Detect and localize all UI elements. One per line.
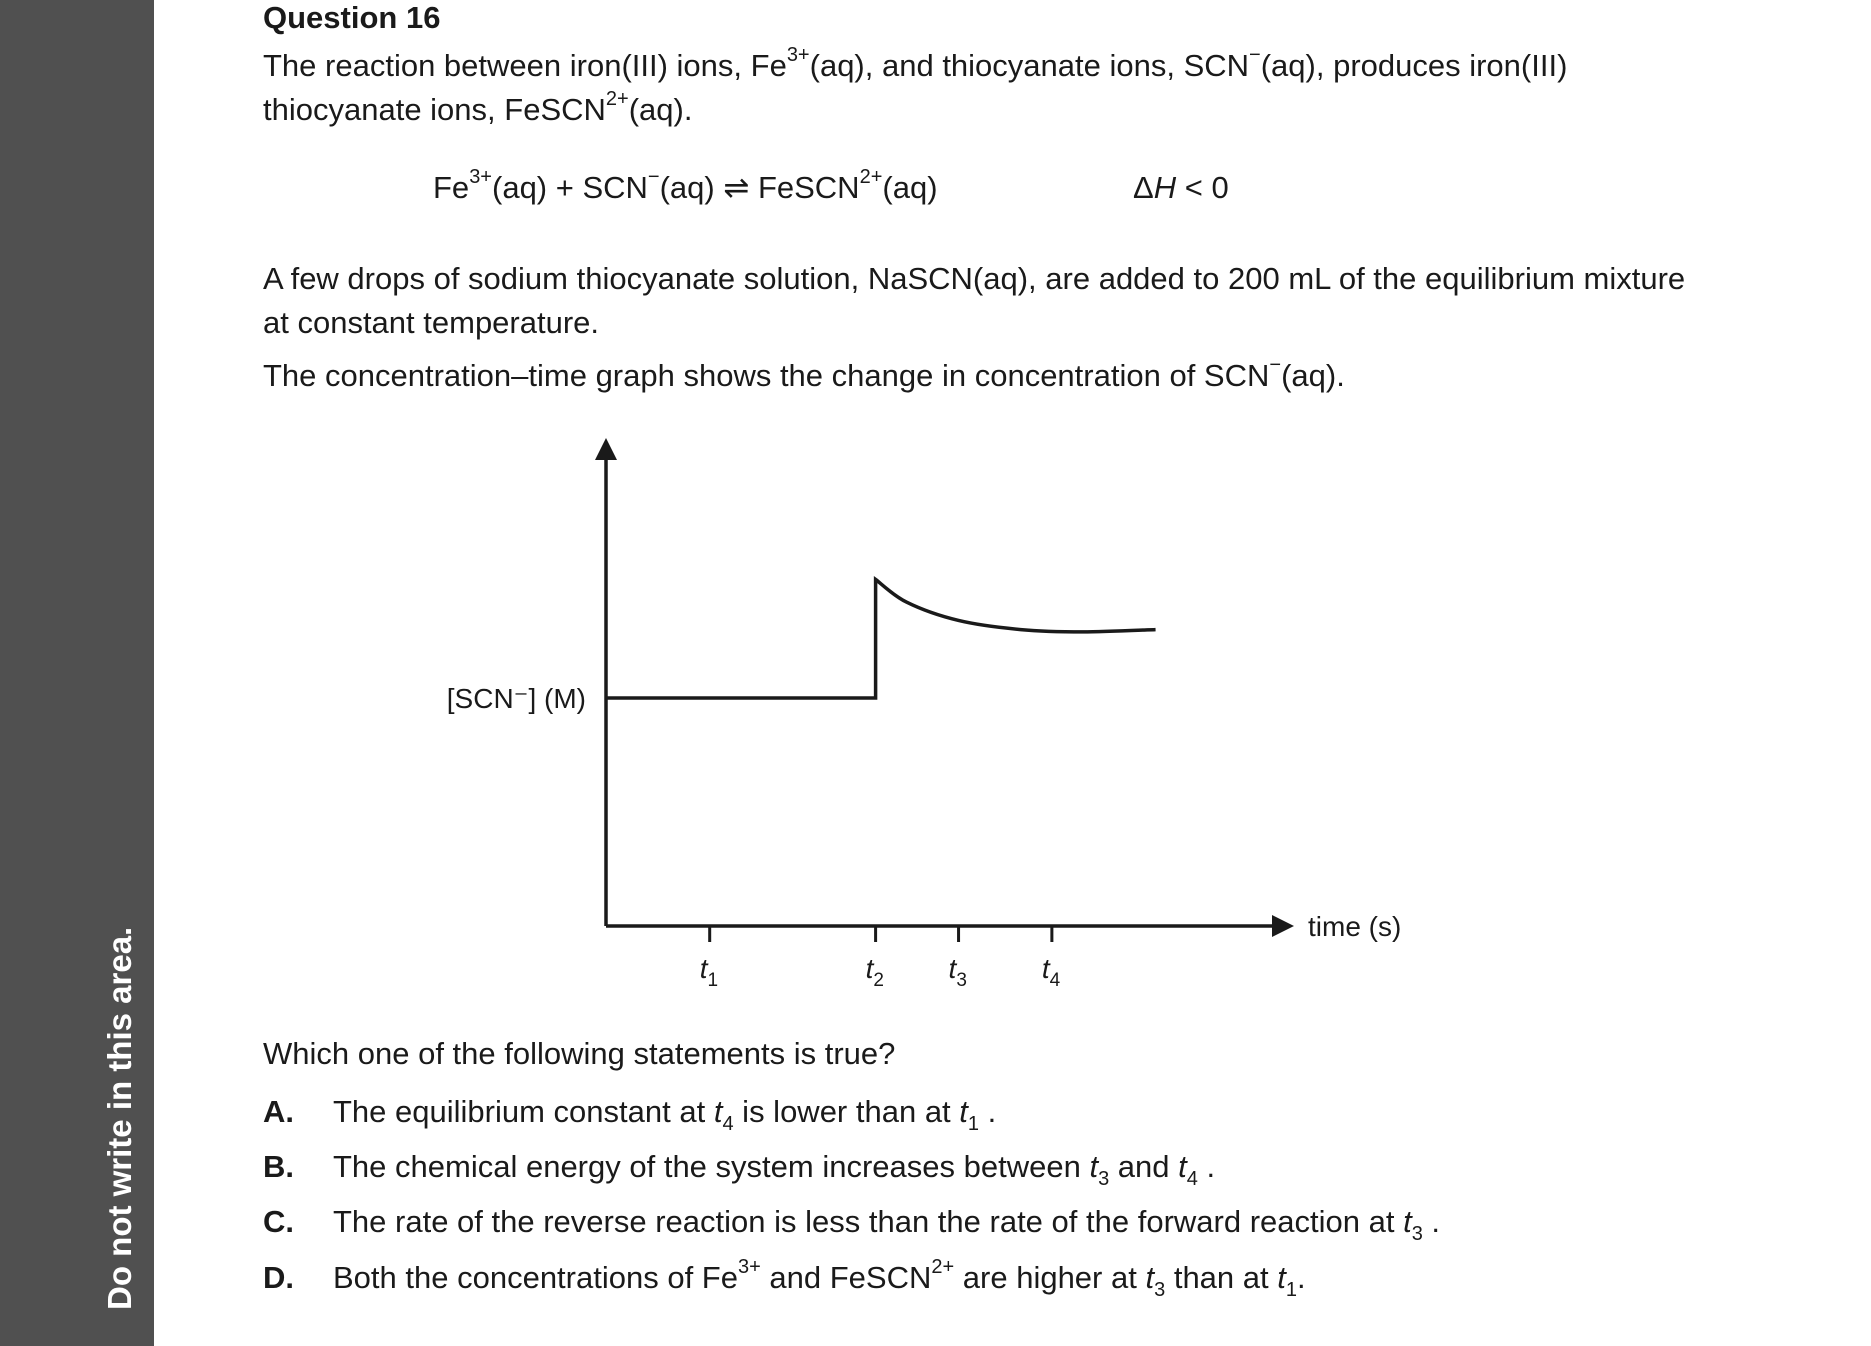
intro-line-1: The reaction between iron(III) ions, $Fe^{3+}(aq)$, and thiocyanate ions, SCN−(aq), produces iron(III) bbox=[263, 44, 1568, 83]
option-a[interactable]: A. The equilibrium constant at $t_4$ is lower than at $t_1$ . bbox=[263, 1094, 997, 1135]
scn-concentration-line bbox=[606, 579, 1156, 698]
tick-label-4: $t_4$ bbox=[1041, 953, 1061, 991]
context-line-1: A few drops of sodium thiocyanate solution, NaSCN(aq), are added to 200 mL of the equilibrium mixture bbox=[263, 261, 1686, 296]
intro-line-2: thiocyanate ions, FeSCN$^{2+}$(aq). bbox=[263, 88, 693, 127]
option-d[interactable]: D. Both the concentrations of $Fe^{3+}$ and FeSCN$^{2+}$ are higher at $t_3$ than at $t_1$. bbox=[263, 1256, 1306, 1301]
tick-label-2: $t_2$ bbox=[865, 953, 884, 991]
margin-warning: Do not write in this area. bbox=[101, 926, 138, 1310]
enthalpy-change: ΔH < 0 bbox=[1133, 170, 1229, 205]
chart-axes bbox=[595, 438, 1294, 937]
option-c[interactable]: C. The rate of the reverse reaction is less than the rate of the forward reaction at $t_3$ . bbox=[263, 1204, 1441, 1245]
context-line-2: at constant temperature. bbox=[263, 305, 600, 340]
question-title: Question 16 bbox=[263, 0, 441, 35]
x-axis-arrow bbox=[1272, 915, 1294, 937]
tick-label-3: $t_3$ bbox=[948, 953, 967, 991]
chart-ticks bbox=[700, 926, 1061, 991]
x-axis-label: time (s) bbox=[1308, 911, 1402, 942]
y-axis-arrow bbox=[595, 438, 617, 460]
y-axis-label: [SCN⁻] (M) bbox=[446, 683, 586, 714]
question-prompt: Which one of the following statements is true? bbox=[263, 1036, 896, 1071]
option-b[interactable]: B. The chemical energy of the system increases between $t_3$ and $t_4$ . bbox=[263, 1149, 1216, 1190]
graph-description: The concentration–time graph shows the change in concentration of SCN−(aq). bbox=[263, 354, 1345, 393]
chemical-equation: $Fe^{3+}(aq) + SCN^-(aq)$ ⇌ FeSCN$^{2+}$(aq) bbox=[433, 166, 938, 205]
tick-label-1: $t_1$ bbox=[699, 953, 719, 991]
